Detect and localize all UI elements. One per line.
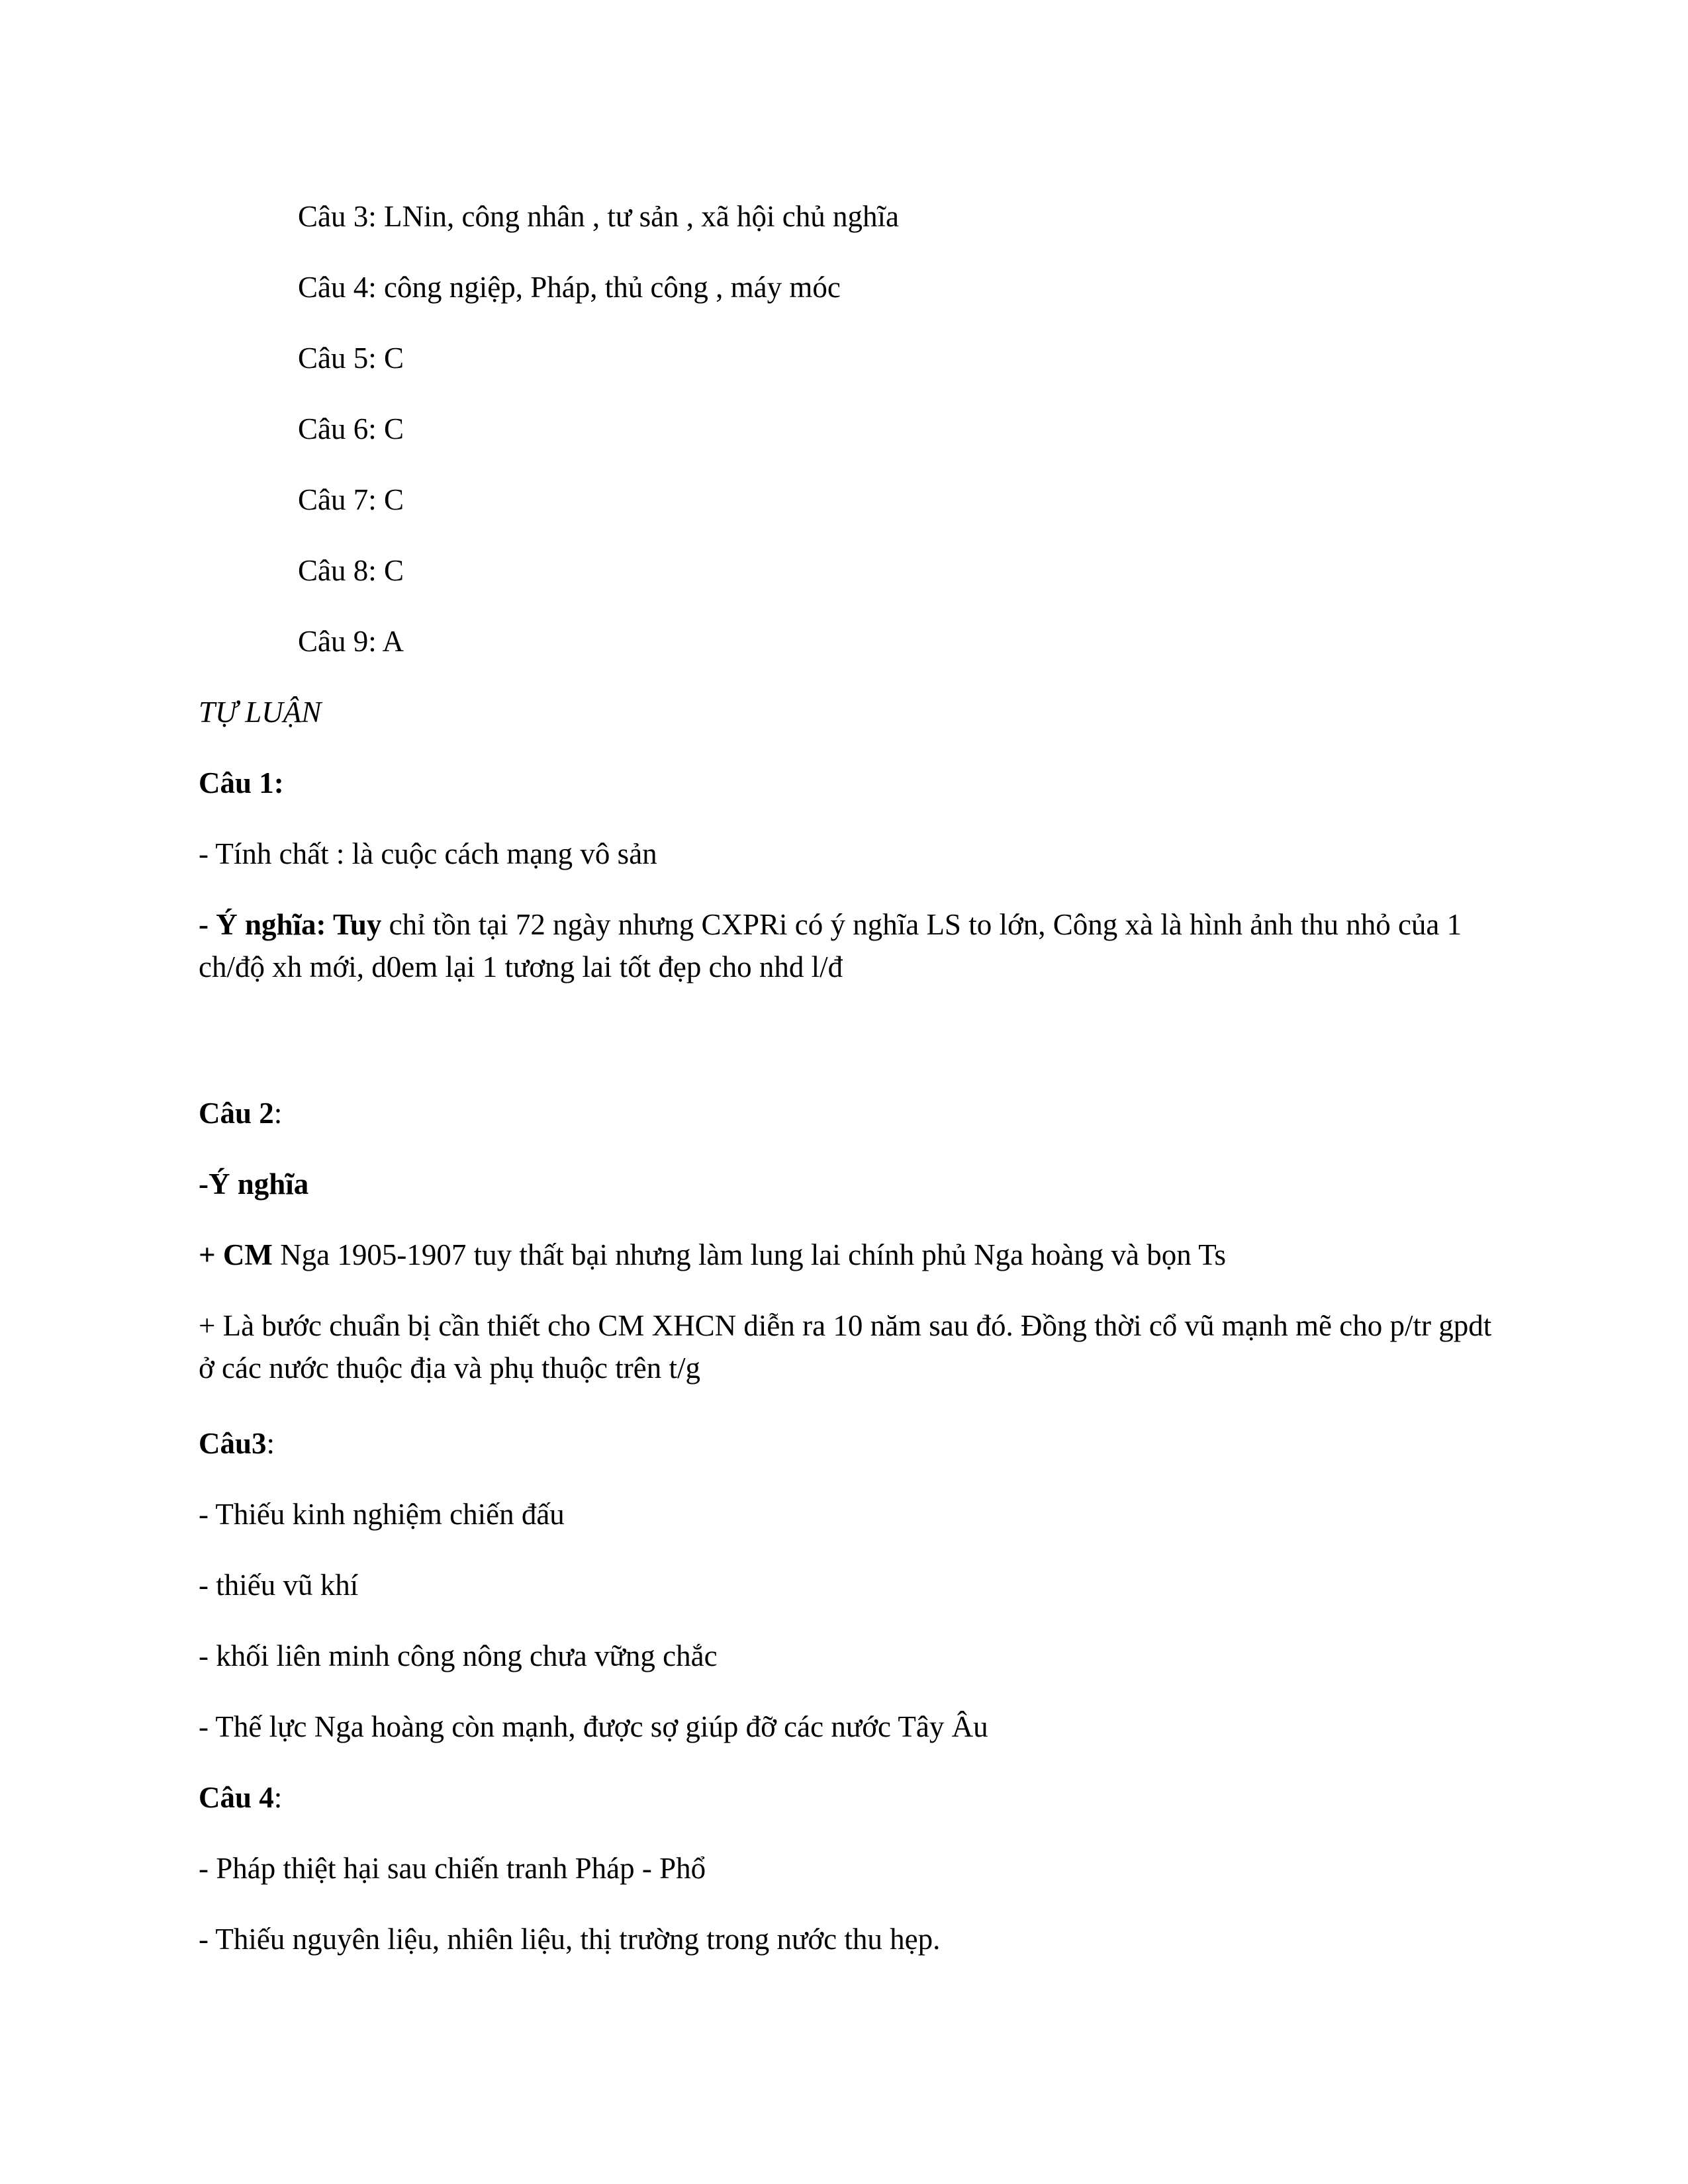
question-2-point-1 — [199, 1234, 1226, 1276]
question-1-label: Câu 1: — [199, 766, 284, 799]
question-1-meaning — [199, 903, 1496, 988]
question-4-item: - Thiếu nguyên liệu, nhiên liệu, thị trường trong nước thu hẹp. — [199, 1923, 941, 1956]
question-3-item: - thiếu vũ khí — [199, 1569, 359, 1602]
question-2-label-text: Câu 2 — [199, 1097, 274, 1130]
question-3-item: - Thiếu kinh nghiệm chiến đấu — [199, 1498, 565, 1531]
question-4-item: - Pháp thiệt hại sau chiến tranh Pháp - Phổ — [199, 1852, 706, 1885]
question-2-meaning-label: -Ý nghĩa — [199, 1167, 309, 1201]
question-2-point-2: + Là bước chuẩn bị cần thiết cho CM XHCN diễn ra 10 năm sau đó. Đồng thời cổ vũ mạnh mẽ cho p/tr gpdt ở các nước thuộc địa và phụ thuộc trên t/g — [199, 1309, 1492, 1385]
question-1-meaning-label: - Ý nghĩa: Tuy — [199, 908, 382, 941]
question-2-label — [199, 1092, 282, 1134]
answer-line: Câu 4: công ngiệp, Pháp, thủ công , máy móc — [298, 271, 841, 304]
question-3-item: - khối liên minh công nông chưa vững chắc — [199, 1639, 718, 1672]
question-1-nature: - Tính chất : là cuộc cách mạng vô sản — [199, 837, 657, 870]
answer-line: Câu 7: C — [298, 483, 404, 516]
answer-line: Câu 6: C — [298, 412, 404, 445]
question-3-label-colon: : — [266, 1427, 275, 1460]
question-4-label — [199, 1776, 282, 1819]
answer-line: Câu 9: A — [298, 625, 404, 658]
essay-heading: TỰ LUẬN — [199, 696, 322, 729]
question-2-point-1-lead: + CM — [199, 1238, 273, 1271]
question-2-point-1-text: Nga 1905-1907 tuy thất bại nhưng làm lung lai chính phủ Nga hoàng và bọn Ts — [272, 1238, 1227, 1271]
question-1-meaning-text: chỉ tồn tại 72 ngày nhưng CXPRi có ý nghĩa LS to lớn, Công xà là hình ảnh thu nhỏ của 1 ch/độ xh mới, d0em lại 1 tương lai tốt đẹp cho nhd l/đ — [199, 908, 1462, 983]
answer-line: Câu 8: C — [298, 554, 404, 587]
question-4-label-colon: : — [273, 1781, 283, 1814]
answer-line: Câu 5: C — [298, 341, 404, 375]
question-3-label-text: Câu3 — [199, 1427, 267, 1460]
question-3-item: - Thế lực Nga hoàng còn mạnh, được sợ giúp đỡ các nước Tây Âu — [199, 1710, 988, 1743]
question-2-label-colon: : — [273, 1097, 283, 1130]
question-3-label — [199, 1422, 275, 1465]
question-4-label-text: Câu 4 — [199, 1781, 274, 1814]
answer-line: Câu 3: LNin, công nhân , tư sản , xã hội chủ nghĩa — [298, 200, 899, 233]
